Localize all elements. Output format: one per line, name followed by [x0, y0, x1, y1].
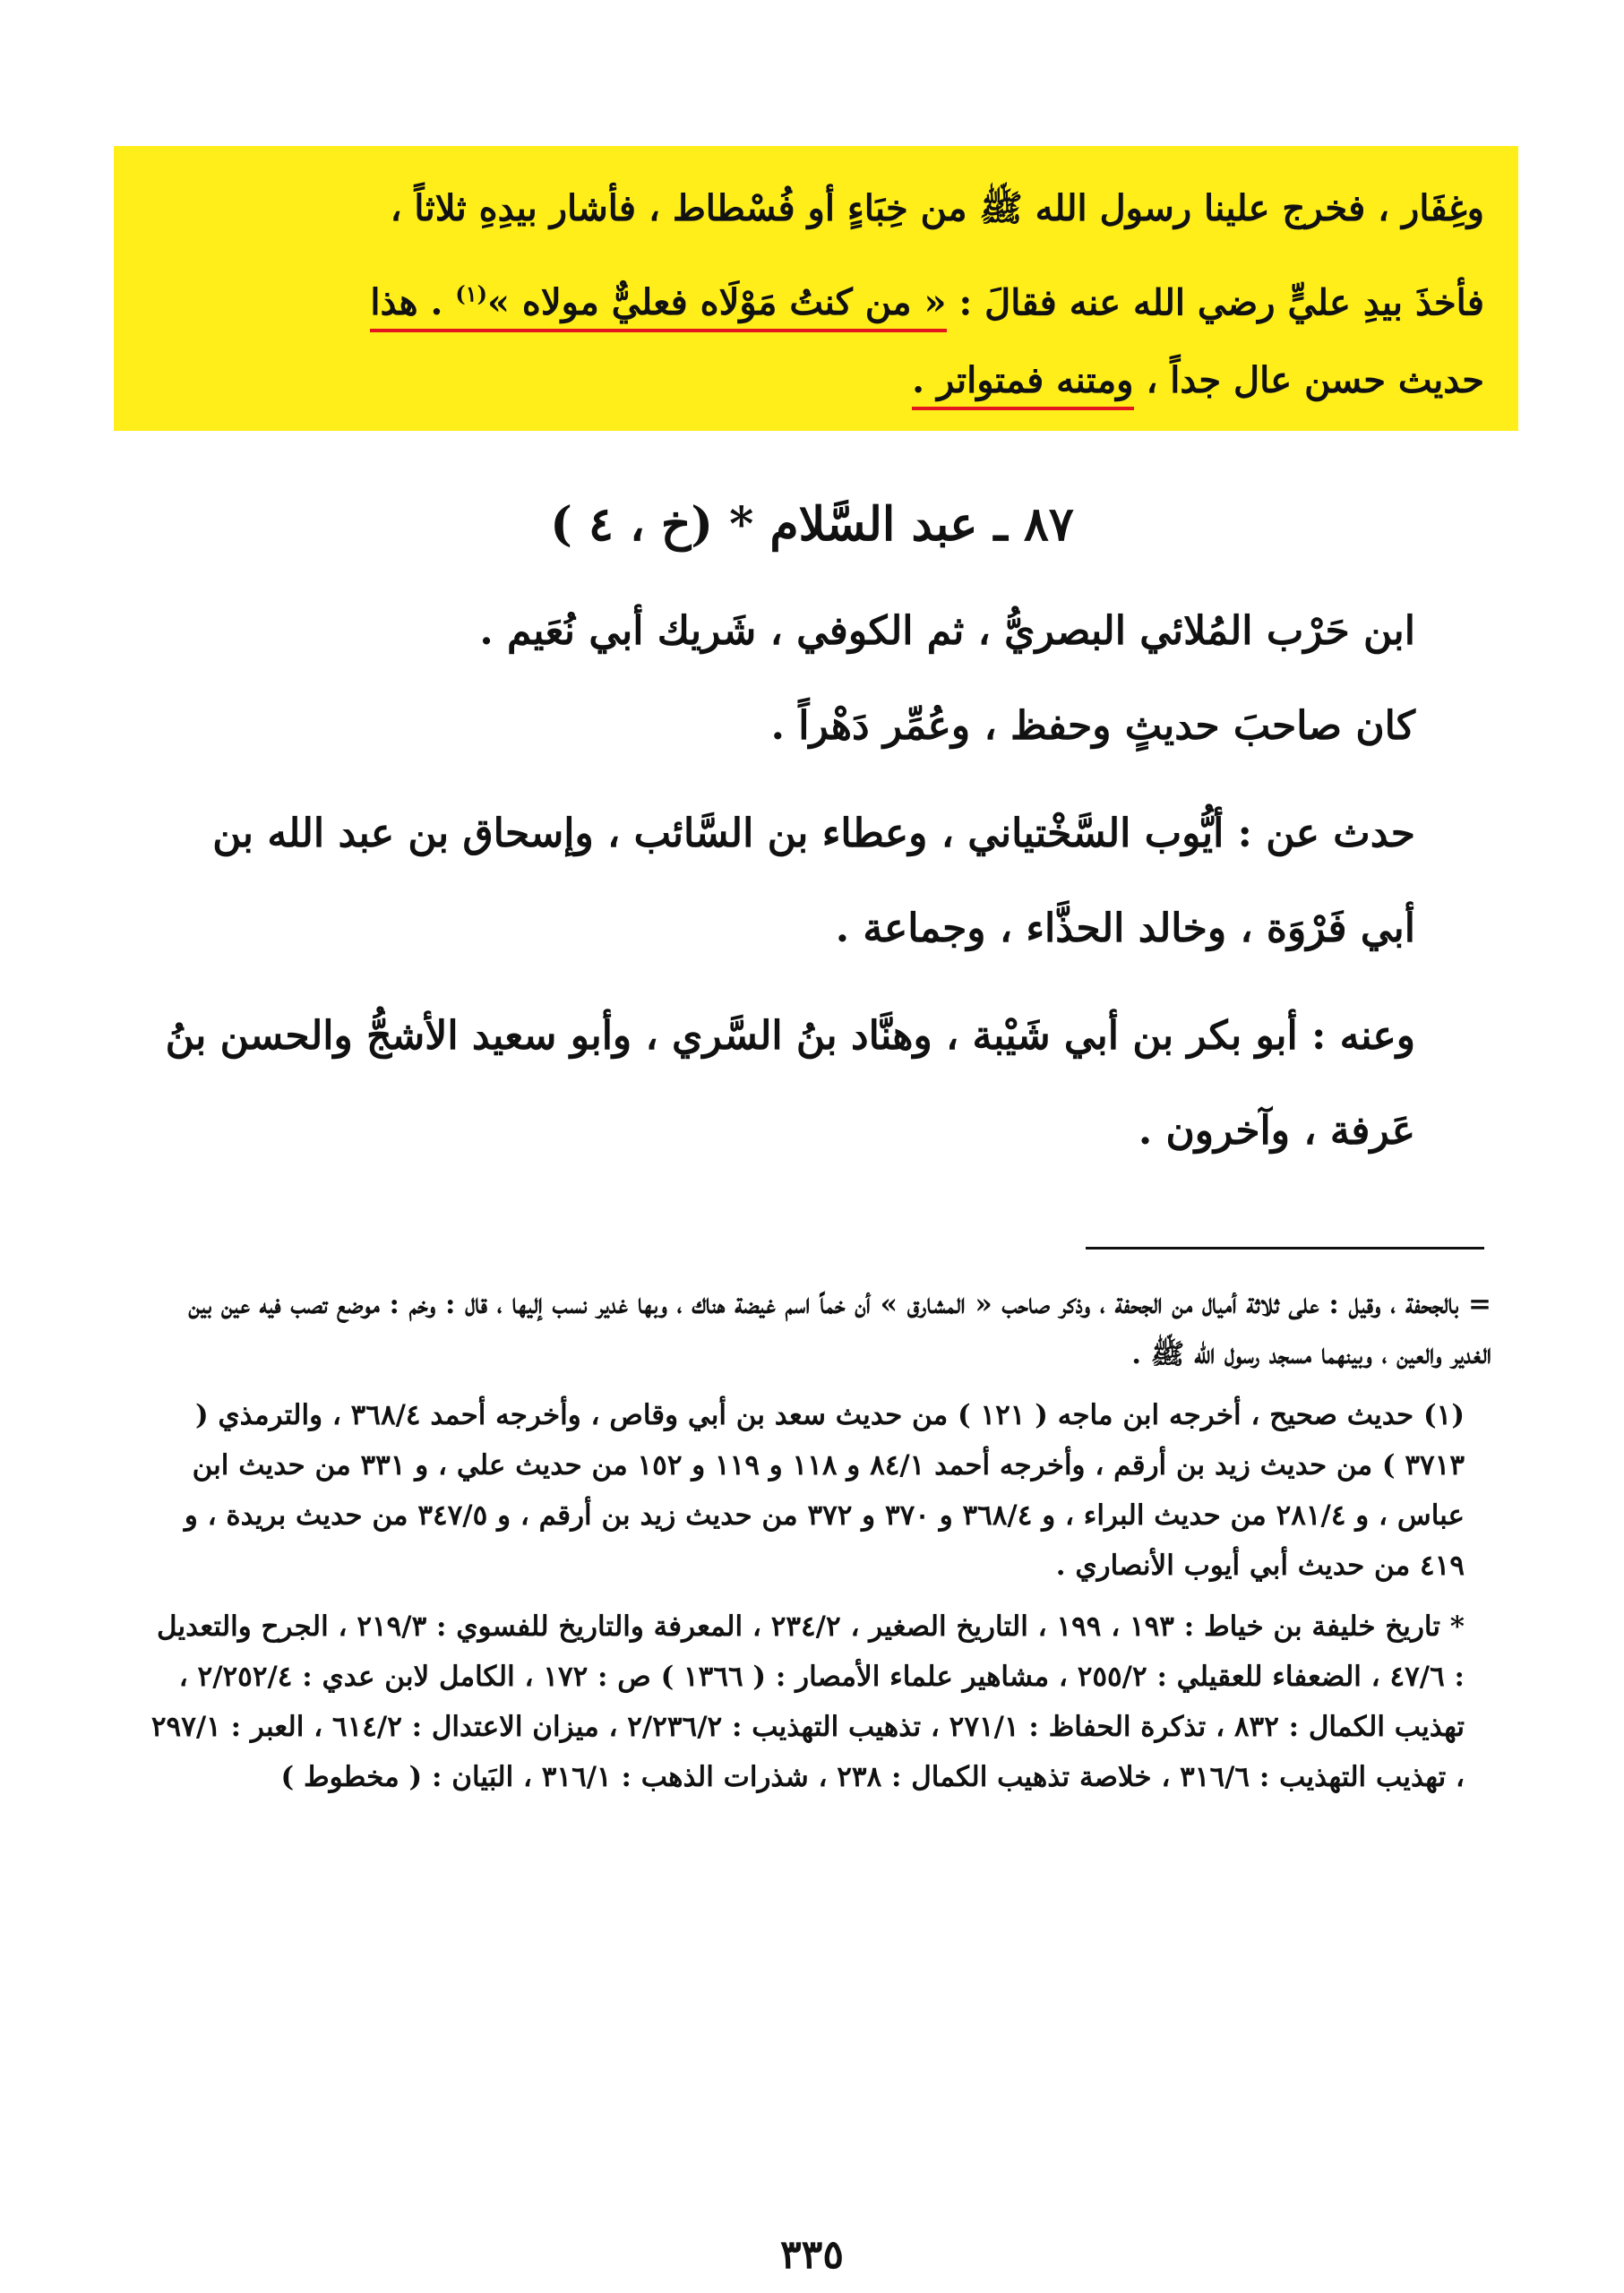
entry-body	[148, 584, 1482, 1179]
footnote-1: (١) حديث صحيح ، أخرجه ابن ماجه ( ١٢١ ) من حديث سعد بن أبي وقاص ، وأخرجه أحمد ٣٦٨/٤ ، والترمذي ( ٣٧١٣ ) من حديث زيد بن أرقم ، وأخرجه أحمد ٨٤/١ و ١١٨ و ١١٩ و ١٥٢ من حديث علي ، و ٣٣١ من حديث ابن عباس ، و ٢٨١/٤ من حديث البراء ، و ٣٦٨/٤ و ٣٧٠ و ٣٧٢ من حديث زيد بن أرقم ، و ٣٤٧/٥ من حديث بريدة ، و ٤١٩ من حديث أبي أيوب الأنصاري .	[184, 1399, 1465, 1582]
highlight-line-2	[148, 252, 1484, 338]
entry-heading: ٨٧ ـ عبد السَّلام * (خ ، ٤ )	[550, 497, 1074, 552]
highlight-line-3: حديث حسن عال جداً ، ومتنه فمتواتر .	[148, 338, 1484, 424]
footnote-sources: * تاريخ خليفة بن خياط : ١٩٣ ، ١٩٩ ، التاريخ الصغير ، ٢٣٤/٢ ، المعرفة والتاريخ للفسوي : ٢١٩/٣ ، الجرح والتعديل : ٤٧/٦ ، الضعفاء للعقيلي : ٢٥٥/٢ ، مشاهير علماء الأمصار : ( ١٣٦٦ ) ص : ١٧٢ ، الكامل لابن عدي : ٢/٢٥٢/٤ ، تهذيب الكمال : ٨٣٢ ، تذكرة الحفاظ : ٢٧١/١ ، تذهيب التهذيب : ٢/٢٣٦/٢ ، ميزان الاعتدال : ٦١٤/٢ ، العبر : ٢٩٧/١ ، تهذيب التهذيب : ٣١٦/٦ ، خلاصة تذهيب الكمال : ٢٣٨ ، شذرات الذهب : ٣١٦/١ ، البَيان : ( مخطوط )	[150, 1610, 1465, 1793]
underlined-hadith-quote: « من كنتُ مَوْلَاه فعليٌّ مولاه »$^{(١)}$ . هذا	[370, 281, 946, 332]
footnotes	[148, 1279, 1491, 1813]
footnote-ref-1: (١)	[455, 281, 487, 307]
underlined-mutawatir-phrase: ومتنه فمتواتر .	[912, 359, 1133, 410]
highlighted-passage	[114, 146, 1518, 431]
page-number: ٣٣٥	[780, 2232, 844, 2278]
highlight-line-1: وغِفَار ، فخرج علينا رسول الله ﷺ من خِبَاءٍ أو فُسْطاط ، فأشار بيدِهِ ثلاثاً ،	[390, 187, 1484, 229]
entry-narrators-from-him: وعنه : أبو بكر بن أبي شَيْبة ، وهنَّاد بنُ السَّري ، وأبو سعيد الأشجُّ والحسن بنُ عَرفة ، وآخرون .	[165, 1013, 1415, 1154]
footnote-continuation: = بالجحفة ، وقيل : على ثلاثة أميال من الجحفة ، وذكر صاحب « المشارق » أن خماً اسم غيضة هناك ، وبها غدير نسب إليها ، قال : وخم : موضع تصب فيه عين بين الغدير والعين ، وبينهما مسجد رسول الله ﷺ .	[188, 1288, 1491, 1370]
entry-lineage: ابن حَرْب المُلائي البصريُّ ، ثم الكوفي ، شَريك أبي نُعَيم .	[479, 608, 1415, 654]
highlight-line-2-start: فأخذَ بيدِ عليٍّ رضي الله عنه فقالَ :	[958, 281, 1484, 324]
entry-description: كان صاحبَ حديثٍ وحفظ ، وعُمِّر دَهْراً .	[770, 703, 1415, 749]
entry-narrated-from: حدث عن : أيُّوب السَّخْتياني ، وعطاء بن السَّائب ، وإسحاق بن عبد الله بن أبي فَرْوَة ، وخالد الحذَّاء ، وجماعة .	[212, 811, 1415, 951]
footnote-separator	[1086, 1247, 1484, 1250]
